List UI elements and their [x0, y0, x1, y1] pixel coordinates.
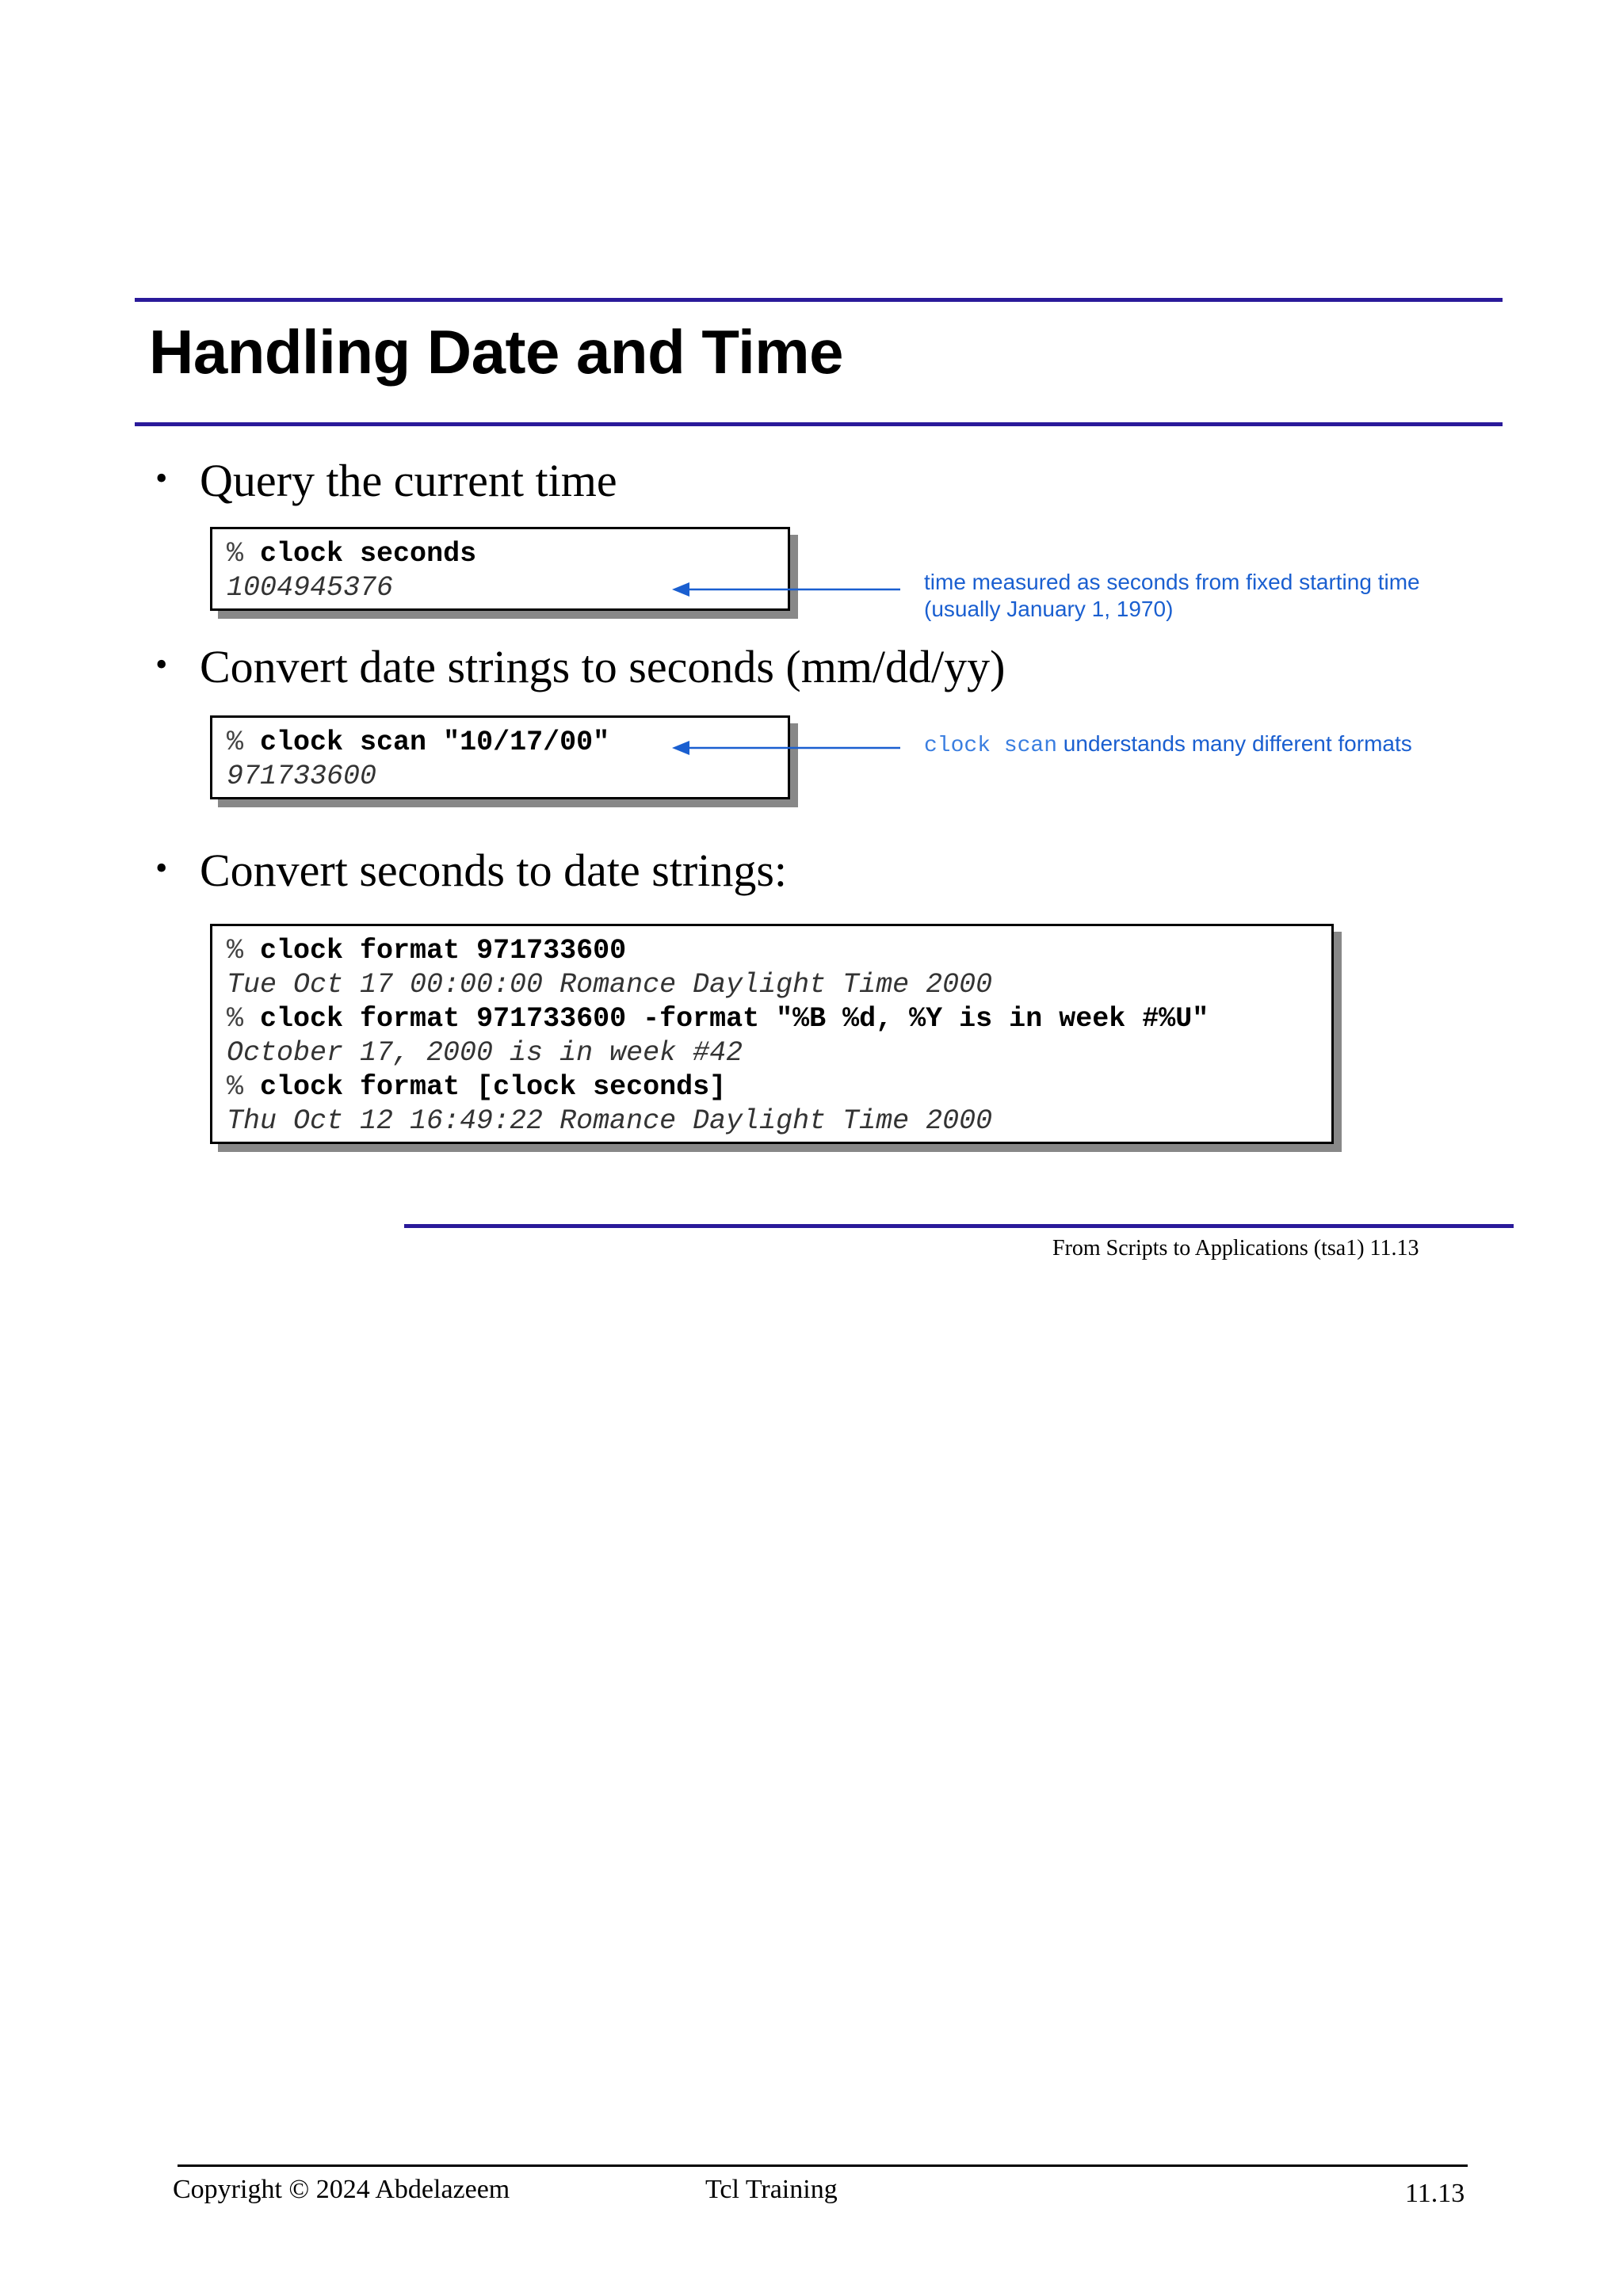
code-line: [227, 1070, 1317, 1104]
code-output: Tue Oct 17 00:00:00 Romance Daylight Time 2000: [227, 969, 993, 1001]
code-line: [227, 537, 773, 571]
code-prompt: %: [227, 538, 244, 570]
annotation-line: time measured as seconds from fixed starting time: [924, 570, 1420, 594]
code-command: clock seconds: [260, 538, 477, 570]
code-output: Thu Oct 12 16:49:22 Romance Daylight Time 2000: [227, 1105, 993, 1137]
bullet-dot: •: [155, 459, 168, 498]
code-prompt: %: [227, 1003, 244, 1035]
title-bottom-rule: [135, 422, 1503, 426]
arrow-icon: [672, 738, 902, 757]
course-name: Tcl Training: [705, 2175, 838, 2204]
code-command: clock format 971733600: [260, 935, 627, 967]
code-block-clock-scan: [210, 715, 790, 799]
annotation-scan-note: [924, 730, 1412, 760]
bullet-dot: •: [155, 849, 168, 887]
annotation-code: clock scan: [924, 734, 1058, 758]
title-top-rule: [135, 298, 1503, 302]
page-footer-rule: [178, 2164, 1468, 2167]
code-output: 971733600: [227, 761, 377, 792]
code-block-clock-format: [210, 924, 1334, 1144]
slide-footer-reference: From Scripts to Applications (tsa1) 11.13: [1052, 1236, 1419, 1261]
code-line: [227, 934, 1317, 968]
code-command: clock format 971733600 -format "%B %d, %Y is in week #%U": [260, 1003, 1209, 1035]
bullet-text: Convert date strings to seconds (mm/dd/yy): [200, 641, 1006, 692]
code-prompt: %: [227, 727, 244, 758]
code-line: [227, 1002, 1317, 1036]
annotation-seconds-note: [924, 569, 1420, 623]
page-number: 11.13: [1405, 2179, 1465, 2208]
annotation-line: (usually January 1, 1970): [924, 597, 1174, 621]
bullet-text: Query the current time: [200, 455, 617, 506]
code-prompt: %: [227, 1071, 244, 1103]
bullet-text: Convert seconds to date strings:: [200, 845, 788, 896]
annotation-text: understands many different formats: [1057, 731, 1412, 756]
code-command: clock format [clock seconds]: [260, 1071, 727, 1103]
copyright-text: Copyright © 2024 Abdelazeem: [173, 2175, 510, 2204]
code-command: clock scan "10/17/00": [260, 727, 610, 758]
code-output: October 17, 2000 is in week #42: [227, 1037, 743, 1069]
slide-title: Handling Date and Time: [149, 317, 844, 387]
slide-footer-rule: [404, 1224, 1514, 1228]
code-output: 1004945376: [227, 572, 394, 604]
bullet-dot: •: [155, 645, 168, 684]
code-prompt: %: [227, 935, 244, 967]
arrow-icon: [672, 580, 902, 599]
